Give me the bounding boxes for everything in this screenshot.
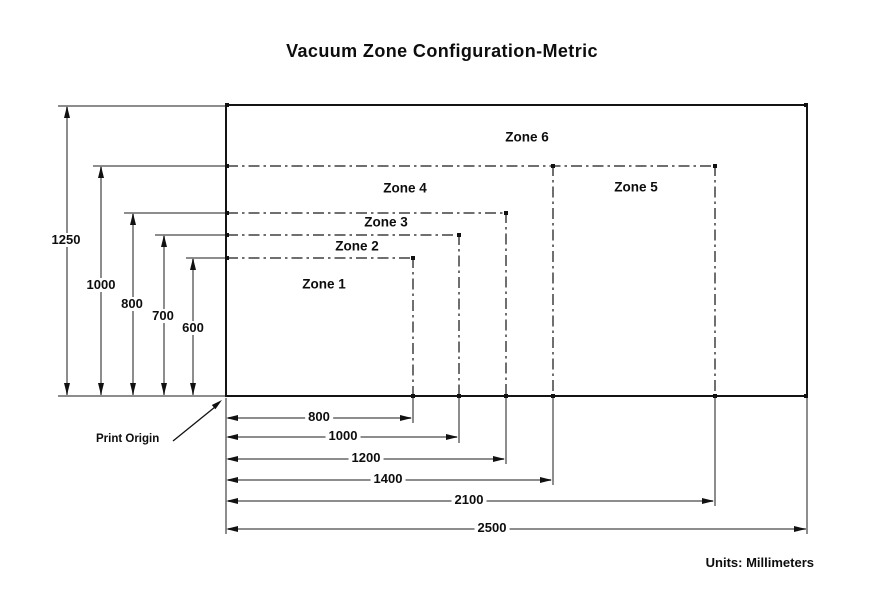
- zone3-label: Zone 3: [364, 214, 408, 230]
- arrowhead-icon: [540, 477, 552, 483]
- extension-line: [93, 165, 227, 167]
- extension-line: [714, 398, 716, 506]
- arrowhead-icon: [98, 383, 104, 395]
- zone5-label: Zone 5: [614, 179, 658, 195]
- dim-label-800v: 800: [118, 297, 146, 311]
- corner-dot: [225, 256, 229, 260]
- arrowhead-icon: [161, 383, 167, 395]
- arrowhead-icon: [493, 456, 505, 462]
- dim-label-2100: 2100: [452, 493, 487, 507]
- arrowhead-icon: [98, 166, 104, 178]
- baseline-dot: [551, 394, 555, 398]
- dim-label-600: 600: [179, 321, 207, 335]
- arrowhead-icon: [794, 526, 806, 532]
- arrowhead-icon: [702, 498, 714, 504]
- dim-line-1250: [66, 107, 68, 395]
- arrowhead-icon: [226, 498, 238, 504]
- zone2-top-boundary: [227, 234, 459, 236]
- corner-dot: [225, 103, 229, 107]
- arrowhead-icon: [226, 477, 238, 483]
- extension-line: [505, 398, 507, 464]
- baseline-dot: [504, 394, 508, 398]
- zone1-label: Zone 1: [302, 276, 346, 292]
- zone1-right-boundary: [412, 257, 414, 396]
- extension-line: [124, 212, 227, 214]
- zone4-label: Zone 4: [383, 180, 427, 196]
- dim-label-1200: 1200: [349, 451, 384, 465]
- dim-label-800h: 800: [305, 410, 333, 424]
- zone3-top-boundary: [227, 212, 506, 214]
- units-note: Units: Millimeters: [705, 555, 814, 570]
- dim-label-1000v: 1000: [84, 278, 119, 292]
- zone2-label: Zone 2: [335, 238, 379, 254]
- arrowhead-icon: [130, 383, 136, 395]
- zone5-right-boundary: [714, 165, 716, 396]
- main-table-outline: [225, 104, 808, 397]
- corner-dot: [804, 103, 808, 107]
- zone3-right-boundary: [505, 212, 507, 396]
- extension-line: [412, 398, 414, 423]
- zone4-corner-dot: [551, 164, 555, 168]
- extension-line: [58, 395, 226, 397]
- zone2-right-boundary: [458, 234, 460, 396]
- arrowhead-icon: [400, 415, 412, 421]
- arrowhead-icon: [64, 383, 70, 395]
- extension-line: [458, 398, 460, 443]
- arrowhead-icon: [190, 383, 196, 395]
- dim-label-700: 700: [149, 309, 177, 323]
- print-origin-label: Print Origin: [96, 433, 160, 445]
- baseline-dot: [411, 394, 415, 398]
- arrowhead-icon: [130, 213, 136, 225]
- corner-dot: [225, 233, 229, 237]
- dim-label-1250: 1250: [49, 233, 84, 247]
- arrowhead-icon: [226, 415, 238, 421]
- arrowhead-icon: [226, 456, 238, 462]
- corner-dot: [225, 164, 229, 168]
- arrowhead-icon: [190, 258, 196, 270]
- baseline-dot: [713, 394, 717, 398]
- arrowhead-icon: [64, 106, 70, 118]
- zone4-right-boundary: [552, 165, 554, 396]
- zone1-corner-dot: [411, 256, 415, 260]
- baseline-dot: [804, 394, 808, 398]
- arrowhead-icon: [161, 235, 167, 247]
- zone3-corner-dot: [504, 211, 508, 215]
- extension-line: [552, 398, 554, 485]
- diagram-title: Vacuum Zone Configuration-Metric: [286, 41, 598, 61]
- corner-dot: [225, 211, 229, 215]
- arrowhead-icon: [226, 434, 238, 440]
- zone2-corner-dot: [457, 233, 461, 237]
- baseline-dot: [457, 394, 461, 398]
- dim-label-2500: 2500: [475, 521, 510, 535]
- extension-line: [806, 398, 808, 534]
- dim-label-1400: 1400: [371, 472, 406, 486]
- zone1-top-boundary: [227, 257, 413, 259]
- zone5-corner-dot: [713, 164, 717, 168]
- print-origin-leader-arrow-icon: [168, 394, 230, 446]
- zone4-zone5-top-boundary: [227, 165, 715, 167]
- zone6-label: Zone 6: [505, 129, 549, 145]
- dim-line-2500: [228, 528, 806, 530]
- extension-line: [58, 105, 226, 107]
- arrowhead-icon: [446, 434, 458, 440]
- dim-label-1000h: 1000: [326, 429, 361, 443]
- arrowhead-icon: [226, 526, 238, 532]
